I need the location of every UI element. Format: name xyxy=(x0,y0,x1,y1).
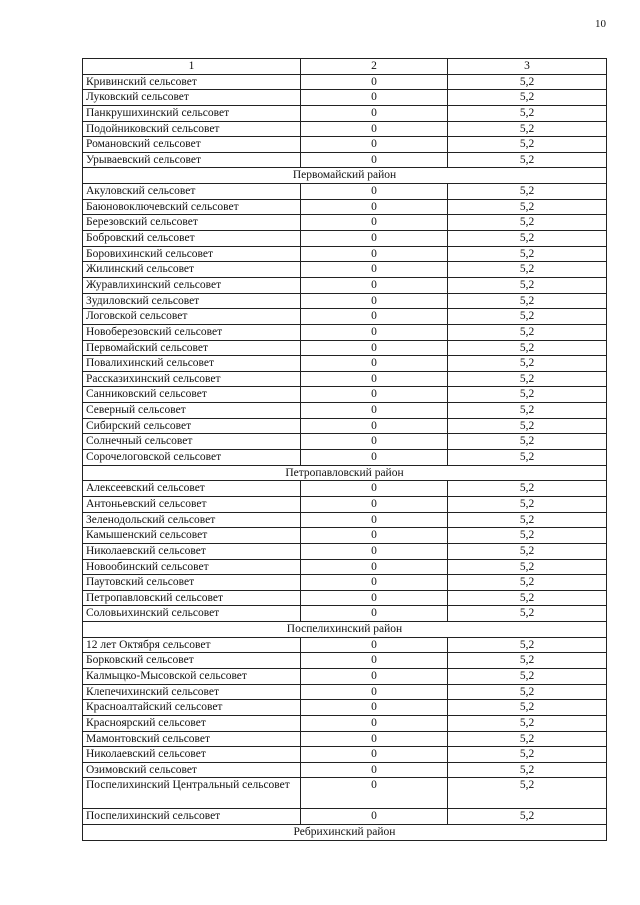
settlement-name: Николаевский сельсовет xyxy=(83,543,301,559)
header-col-3: 3 xyxy=(448,59,607,75)
settlement-name: Акуловский сельсовет xyxy=(83,184,301,200)
value-col-2: 0 xyxy=(301,747,448,763)
settlement-name: Подойниковский сельсовет xyxy=(83,121,301,137)
value-col-2: 0 xyxy=(301,90,448,106)
value-col-2: 0 xyxy=(301,309,448,325)
table-row xyxy=(83,512,607,528)
value-col-2: 0 xyxy=(301,512,448,528)
table-row xyxy=(83,356,607,372)
table-row xyxy=(83,215,607,231)
value-col-3: 5,2 xyxy=(448,700,607,716)
settlement-name: 12 лет Октября сельсовет xyxy=(83,637,301,653)
table-row xyxy=(83,481,607,497)
value-col-2: 0 xyxy=(301,215,448,231)
settlement-name: Сорочелоговской сельсовет xyxy=(83,450,301,466)
table-row xyxy=(83,606,607,622)
value-col-2: 0 xyxy=(301,277,448,293)
table-row xyxy=(83,809,607,825)
table-row xyxy=(83,324,607,340)
value-col-3: 5,2 xyxy=(448,653,607,669)
table-row xyxy=(83,231,607,247)
table-row xyxy=(83,684,607,700)
value-col-2: 0 xyxy=(301,293,448,309)
value-col-3: 5,2 xyxy=(448,575,607,591)
table-row xyxy=(83,731,607,747)
value-col-2: 0 xyxy=(301,715,448,731)
value-col-3: 5,2 xyxy=(448,731,607,747)
value-col-3: 5,2 xyxy=(448,559,607,575)
value-col-2: 0 xyxy=(301,496,448,512)
settlement-name: Камышенский сельсовет xyxy=(83,528,301,544)
settlement-name: Поспелихинский Центральный сельсовет xyxy=(83,778,301,809)
settlement-name: Красноярский сельсовет xyxy=(83,715,301,731)
value-col-2: 0 xyxy=(301,199,448,215)
settlement-name: Сибирский сельсовет xyxy=(83,418,301,434)
value-col-2: 0 xyxy=(301,246,448,262)
value-col-3: 5,2 xyxy=(448,137,607,153)
table-row xyxy=(83,105,607,121)
value-col-3: 5,2 xyxy=(448,356,607,372)
value-col-3: 5,2 xyxy=(448,418,607,434)
value-col-3: 5,2 xyxy=(448,512,607,528)
district-header-row xyxy=(83,825,607,841)
settlement-name: Березовский сельсовет xyxy=(83,215,301,231)
table-row xyxy=(83,121,607,137)
table-header-row xyxy=(83,59,607,75)
value-col-3: 5,2 xyxy=(448,809,607,825)
value-col-2: 0 xyxy=(301,668,448,684)
district-name: Поспелихинский район xyxy=(83,622,607,638)
settlement-name: Озимовский сельсовет xyxy=(83,762,301,778)
settlement-name: Бобровский сельсовет xyxy=(83,231,301,247)
settlement-name: Паутовский сельсовет xyxy=(83,575,301,591)
value-col-3: 5,2 xyxy=(448,403,607,419)
table-row xyxy=(83,371,607,387)
value-col-3: 5,2 xyxy=(448,324,607,340)
value-col-2: 0 xyxy=(301,356,448,372)
value-col-3: 5,2 xyxy=(448,778,607,809)
settlement-name: Борковский сельсовет xyxy=(83,653,301,669)
value-col-3: 5,2 xyxy=(448,496,607,512)
table-row xyxy=(83,715,607,731)
settlement-name: Зеленодольский сельсовет xyxy=(83,512,301,528)
district-header-row xyxy=(83,622,607,638)
table-row xyxy=(83,528,607,544)
table-row xyxy=(83,434,607,450)
value-col-3: 5,2 xyxy=(448,262,607,278)
settlement-name: Антоньевский сельсовет xyxy=(83,496,301,512)
value-col-2: 0 xyxy=(301,575,448,591)
page-number: 10 xyxy=(595,18,606,30)
settlement-name: Урываевский сельсовет xyxy=(83,152,301,168)
value-col-3: 5,2 xyxy=(448,121,607,137)
value-col-2: 0 xyxy=(301,606,448,622)
value-col-2: 0 xyxy=(301,152,448,168)
table-row xyxy=(83,543,607,559)
table-row xyxy=(83,262,607,278)
value-col-3: 5,2 xyxy=(448,387,607,403)
value-col-2: 0 xyxy=(301,700,448,716)
value-col-3: 5,2 xyxy=(448,231,607,247)
value-col-3: 5,2 xyxy=(448,215,607,231)
settlement-name: Баюновоключевский сельсовет xyxy=(83,199,301,215)
table-row xyxy=(83,575,607,591)
table-row xyxy=(83,496,607,512)
settlement-name: Поспелихинский сельсовет xyxy=(83,809,301,825)
value-col-2: 0 xyxy=(301,137,448,153)
table-row xyxy=(83,403,607,419)
table-row xyxy=(83,74,607,90)
value-col-3: 5,2 xyxy=(448,481,607,497)
table-row xyxy=(83,137,607,153)
value-col-3: 5,2 xyxy=(448,668,607,684)
value-col-2: 0 xyxy=(301,481,448,497)
value-col-3: 5,2 xyxy=(448,74,607,90)
value-col-2: 0 xyxy=(301,105,448,121)
value-col-2: 0 xyxy=(301,559,448,575)
table-row xyxy=(83,199,607,215)
settlement-name: Романовский сельсовет xyxy=(83,137,301,153)
settlement-name: Луковский сельсовет xyxy=(83,90,301,106)
value-col-2: 0 xyxy=(301,590,448,606)
value-col-2: 0 xyxy=(301,778,448,809)
table-row xyxy=(83,762,607,778)
value-col-3: 5,2 xyxy=(448,246,607,262)
settlement-name: Калмыцко-Мысовской сельсовет xyxy=(83,668,301,684)
value-col-3: 5,2 xyxy=(448,184,607,200)
value-col-2: 0 xyxy=(301,371,448,387)
value-col-3: 5,2 xyxy=(448,152,607,168)
table-row xyxy=(83,418,607,434)
value-col-3: 5,2 xyxy=(448,528,607,544)
value-col-2: 0 xyxy=(301,74,448,90)
value-col-2: 0 xyxy=(301,637,448,653)
settlement-name: Алексеевский сельсовет xyxy=(83,481,301,497)
value-col-2: 0 xyxy=(301,262,448,278)
settlement-name: Николаевский сельсовет xyxy=(83,747,301,763)
district-name: Петропавловский район xyxy=(83,465,607,481)
value-col-2: 0 xyxy=(301,387,448,403)
settlement-name: Петропавловский сельсовет xyxy=(83,590,301,606)
value-col-3: 5,2 xyxy=(448,105,607,121)
table-row xyxy=(83,450,607,466)
value-col-2: 0 xyxy=(301,121,448,137)
value-col-2: 0 xyxy=(301,543,448,559)
table-row xyxy=(83,246,607,262)
value-col-2: 0 xyxy=(301,184,448,200)
settlement-name: Панкрушихинский сельсовет xyxy=(83,105,301,121)
settlement-name: Северный сельсовет xyxy=(83,403,301,419)
table-row xyxy=(83,653,607,669)
table-row xyxy=(83,152,607,168)
header-col-1: 1 xyxy=(83,59,301,75)
value-col-3: 5,2 xyxy=(448,450,607,466)
value-col-2: 0 xyxy=(301,684,448,700)
settlement-name: Рассказихинский сельсовет xyxy=(83,371,301,387)
settlement-name: Новообинский сельсовет xyxy=(83,559,301,575)
value-col-3: 5,2 xyxy=(448,606,607,622)
value-col-2: 0 xyxy=(301,418,448,434)
table-row xyxy=(83,293,607,309)
value-col-2: 0 xyxy=(301,231,448,247)
value-col-3: 5,2 xyxy=(448,293,607,309)
settlement-name: Соловьихинский сельсовет xyxy=(83,606,301,622)
value-col-3: 5,2 xyxy=(448,684,607,700)
table-row xyxy=(83,387,607,403)
value-col-2: 0 xyxy=(301,762,448,778)
table-row xyxy=(83,340,607,356)
settlement-name: Логовской сельсовет xyxy=(83,309,301,325)
value-col-3: 5,2 xyxy=(448,90,607,106)
settlement-name: Санниковский сельсовет xyxy=(83,387,301,403)
settlement-name: Клепечихинский сельсовет xyxy=(83,684,301,700)
value-col-2: 0 xyxy=(301,450,448,466)
header-col-2: 2 xyxy=(301,59,448,75)
settlement-name: Первомайский сельсовет xyxy=(83,340,301,356)
value-col-3: 5,2 xyxy=(448,590,607,606)
table-row xyxy=(83,559,607,575)
settlement-name: Солнечный сельсовет xyxy=(83,434,301,450)
value-col-3: 5,2 xyxy=(448,637,607,653)
settlement-name: Боровихинский сельсовет xyxy=(83,246,301,262)
settlement-name: Кривинский сельсовет xyxy=(83,74,301,90)
district-header-row xyxy=(83,465,607,481)
table-row xyxy=(83,90,607,106)
value-col-3: 5,2 xyxy=(448,199,607,215)
district-name: Ребрихинский район xyxy=(83,825,607,841)
table-row xyxy=(83,700,607,716)
allocation-table xyxy=(82,58,607,841)
value-col-3: 5,2 xyxy=(448,543,607,559)
settlement-name: Жилинский сельсовет xyxy=(83,262,301,278)
settlement-name: Новоберезовский сельсовет xyxy=(83,324,301,340)
table-row xyxy=(83,277,607,293)
table-row xyxy=(83,309,607,325)
district-header-row xyxy=(83,168,607,184)
settlement-name: Журавлихинский сельсовет xyxy=(83,277,301,293)
value-col-2: 0 xyxy=(301,324,448,340)
value-col-3: 5,2 xyxy=(448,762,607,778)
value-col-2: 0 xyxy=(301,809,448,825)
value-col-2: 0 xyxy=(301,731,448,747)
district-name: Первомайский район xyxy=(83,168,607,184)
value-col-3: 5,2 xyxy=(448,340,607,356)
table-row xyxy=(83,778,607,809)
table-row xyxy=(83,590,607,606)
value-col-2: 0 xyxy=(301,653,448,669)
value-col-2: 0 xyxy=(301,403,448,419)
value-col-2: 0 xyxy=(301,340,448,356)
value-col-3: 5,2 xyxy=(448,715,607,731)
table-row xyxy=(83,747,607,763)
value-col-2: 0 xyxy=(301,528,448,544)
settlement-name: Мамонтовский сельсовет xyxy=(83,731,301,747)
table-row xyxy=(83,637,607,653)
value-col-3: 5,2 xyxy=(448,371,607,387)
value-col-2: 0 xyxy=(301,434,448,450)
value-col-3: 5,2 xyxy=(448,309,607,325)
value-col-3: 5,2 xyxy=(448,747,607,763)
settlement-name: Зудиловский сельсовет xyxy=(83,293,301,309)
table-row xyxy=(83,668,607,684)
value-col-3: 5,2 xyxy=(448,434,607,450)
table-row xyxy=(83,184,607,200)
value-col-3: 5,2 xyxy=(448,277,607,293)
settlement-name: Красноалтайский сельсовет xyxy=(83,700,301,716)
settlement-name: Повалихинский сельсовет xyxy=(83,356,301,372)
